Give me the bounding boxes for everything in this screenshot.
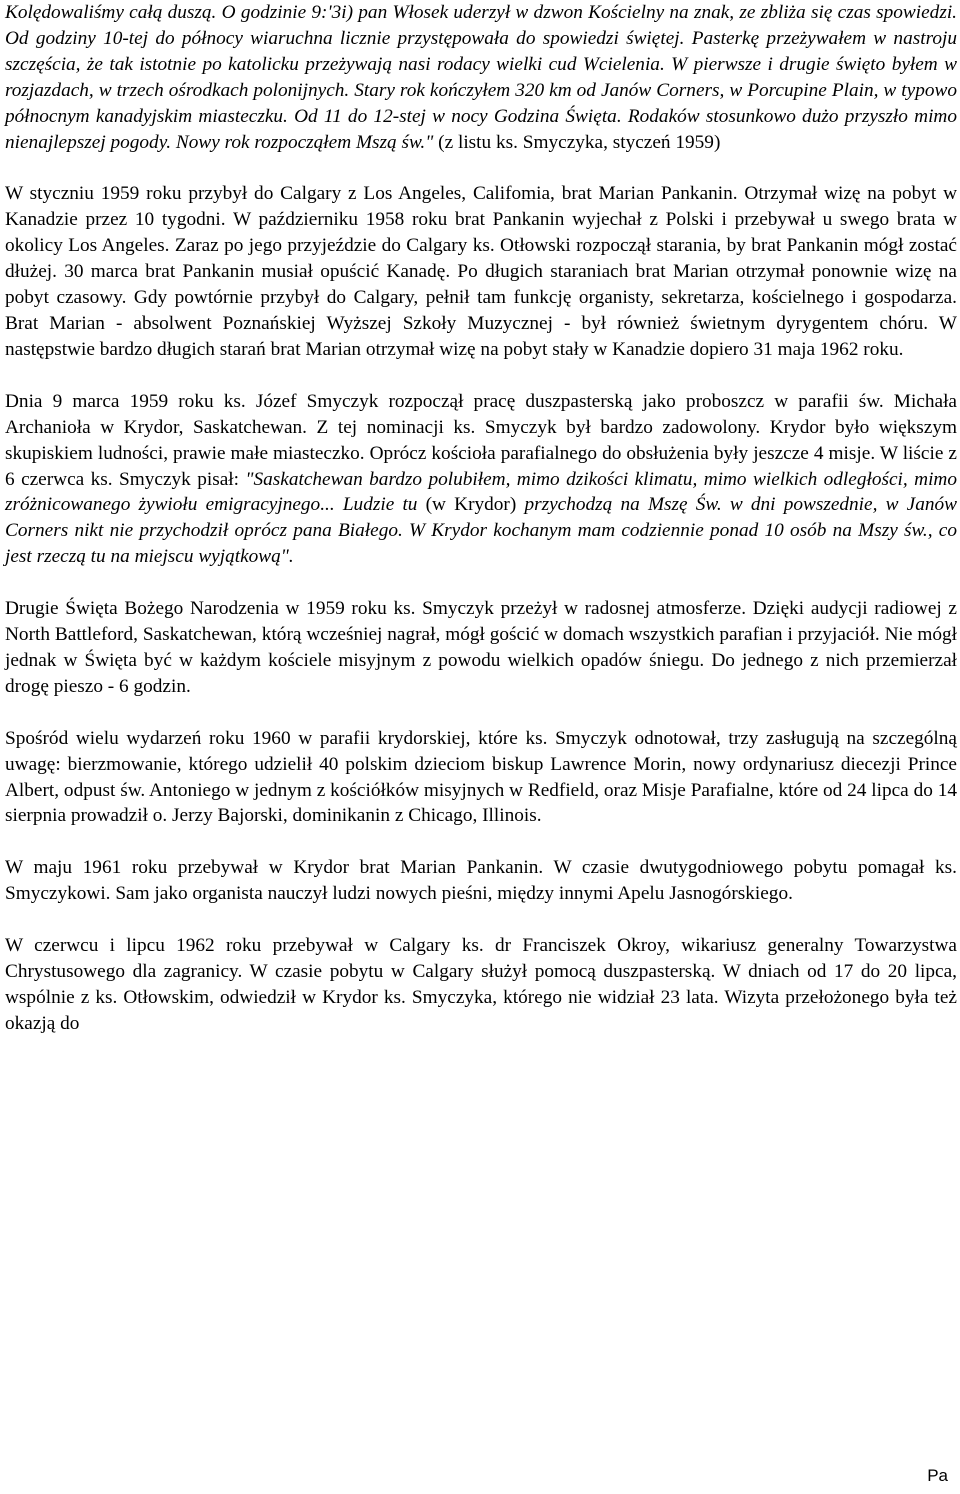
paragraph-krydor bbox=[5, 389, 957, 570]
quote-text: Kolędowaliśmy całą duszą. O godzinie 9:'3i) pan Włosek uderzył w dzwon Kościelny na znak, ze zbliża się czas spowiedzi. Od godziny 10-tej do północy wiaruchna licznie przystępowała do spowiedzi świętej. Pasterkę przeżywałem w nastroju szczęścia, że tak istotnie po katolicku przeżywają nasi rodacy wielki cud Wcielenia. W pierwsze i drugie święto byłem w rozjazdach, w trzech ośrodkach polonijnych. Stary rok kończyłem 320 km od Janów Corners, w Porcupine Plain, w typowo północnym kanadyjskim miasteczku. Od 11 do 12-stej w nocy Godzina Święta. Rodaków stosunkowo dużo przyszło mimo nienajlepszej pogody. Nowy rok rozpocząłem Mszą św." bbox=[5, 2, 957, 153]
paragraph-1962: W czerwcu i lipcu 1962 roku przebywał w Calgary ks. dr Franciszek Okroy, wikariusz generalny Towarzystwa Chrystusowego dla zagranicy. W czasie pobytu w Calgary służył pomocą duszpasterską. W dniach od 17 do 20 lipca, wspólnie z ks. Otłowskim, odwiedził w Krydor ks. Smyczyka, którego nie widział 23 lata. Wizyta przełożonego była też okazją do bbox=[5, 935, 957, 1034]
paragraph-1961: W maju 1961 roku przebywał w Krydor brat Marian Pankanin. W czasie dwutygodniowego pobytu pomagał ks. Smyczykowi. Sam jako organista nauczył ludzi nowych pieśni, między innymi Apelu Jasnogórskiego. bbox=[5, 857, 957, 905]
paragraph-letter-quote bbox=[5, 0, 957, 155]
quote-source: (z listu ks. Smyczyka, styczeń 1959) bbox=[433, 131, 721, 153]
paragraph-1960-events: Spośród wielu wydarzeń roku 1960 w parafii krydorskiej, które ks. Smyczyk odnotował, trzy zasługują na szczególną uwagę: bierzmowanie, którego udzielił 40 polskim dzieciom biskup Lawrence Morin, nowy ordynariusz diecezji Prince Albert, odpust św. Antoniego w jednym z kościółków misyjnych w Redfield, oraz Misje Parafialne, które od 24 lipca do 14 sierpnia prowadził o. Jerzy Bajorski, dominikanin z Chicago, Illinois. bbox=[5, 727, 957, 827]
document-page bbox=[5, 0, 957, 1037]
quote-text: "Saskatchewan bardzo polubiłem, mimo dzikości klimatu, mimo wielkich odległości, mimo zróżnicowanego żywiołu emigracyjnego... Ludzie tu bbox=[5, 468, 957, 516]
quote-text: przychodzą na Mszę Św. w dni powszednie, w Janów Corners nikt nie przychodził oprócz pana Białego. W Krydor kochanym mam codziennie ponad 10 osób na Mszy św., co jest rzeczą tu na miejscu wyjątkową". bbox=[5, 494, 957, 568]
page-footer: Pa bbox=[927, 1466, 948, 1485]
paragraph-pankanin: W styczniu 1959 roku przybył do Calgary z Los Angeles, Califomia, brat Marian Pankanin. Otrzymał wizę na pobyt w Kanadzie przez 10 tygodni. W październiku 1958 roku brat Pankanin wyjechał z Polski i przebywał u swego brata w okolicy Los Angeles. Zaraz po jego przyjeździe do Calgary ks. Otłowski rozpoczął starania, by brat Pankanin mógł zostać dłużej. 30 marca brat Pankanin musiał opuścić Kanadę. Po długich staraniach brat Marian otrzymał ponownie wizę na pobyt czasowy. Gdy powtórnie przybył do Calgary, pełnił tam funkcję organisty, sekretarza, kościelnego i gospodarza. Brat Marian - absolwent Poznańskiej Wyższej Szkoły Muzycznej - był również świetnym dyrygentem chóru. W następstwie bardzo długich starań brat Marian otrzymał wizę na pobyt stały w Kanadzie dopiero 31 maja 1962 roku. bbox=[5, 183, 957, 360]
text-run: (w Krydor) bbox=[417, 494, 525, 516]
text-run: Dnia 9 marca 1959 roku ks. Józef Smyczyk rozpoczął pracę duszpasterską jako proboszcz w parafii św. Michała Archanioła w Krydor, Saskatchewan. Z tej nominacji ks. Smyczyk był bardzo zadowolony. Krydor było większym skupiskiem ludności, prawie małe miasteczko. Oprócz kościoła parafialnego do obsłużenia były jeszcze 4 misje. W liście z 6 czerwca ks. Smyczyk pisał: bbox=[5, 390, 957, 490]
paragraph-christmas-1959: Drugie Święta Bożego Narodzenia w 1959 roku ks. Smyczyk przeżył w radosnej atmosferze. Dzięki audycji radiowej z North Battleford, Saskatchewan, którą wcześniej nagrał, mógł gościć w domach wszystkich parafian i przyjaciół. Nie mógł jednak w Święta być w każdym kościele misyjnym z powodu wielkich opadów śniegu. Do jednego z nich przemierzał drogę pieszo - 6 godzin. bbox=[5, 598, 957, 697]
